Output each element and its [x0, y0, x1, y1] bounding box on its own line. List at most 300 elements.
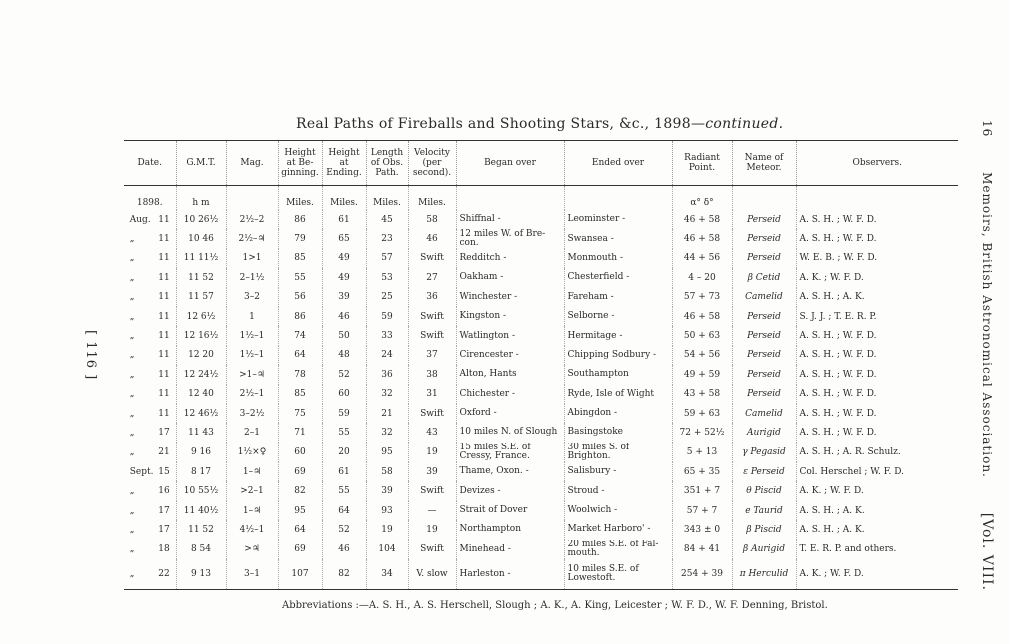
date-month: „	[129, 505, 135, 516]
hb-cell: 74	[278, 326, 322, 345]
gmt-cell: 12 6½	[176, 307, 226, 326]
len-cell: 53	[366, 268, 408, 287]
table-body	[124, 186, 958, 590]
obs-cell: A. K. ; W. F. D.	[796, 481, 958, 500]
he-cell: 82	[322, 559, 366, 590]
date-month: „	[129, 272, 135, 283]
mag-cell: 3–1	[226, 559, 278, 590]
date-cell	[124, 423, 176, 442]
began-cell: Alton, Hants	[456, 365, 564, 384]
vel-cell: 31	[408, 385, 456, 404]
he-cell: 55	[322, 423, 366, 442]
he-cell: 65	[322, 229, 366, 248]
date-cell	[124, 559, 176, 590]
table-row	[124, 423, 958, 442]
vel-cell: 46	[408, 229, 456, 248]
len-cell: 95	[366, 443, 408, 462]
obs-cell: A. S. H. ; A. K.	[796, 288, 958, 307]
he-cell: 61	[322, 210, 366, 229]
obs-cell: A. S. H. ; W. F. D.	[796, 385, 958, 404]
len-cell: 39	[366, 481, 408, 500]
began-cell: Minehead -	[456, 540, 564, 559]
name-cell: Camelid	[732, 288, 796, 307]
unit-cell: α° δ°	[672, 186, 732, 211]
ended-cell: Monmouth -	[564, 249, 672, 268]
hb-cell: 82	[278, 481, 322, 500]
len-cell: 58	[366, 462, 408, 481]
date-day: 11	[158, 369, 170, 380]
began-cell: 10 miles N. of Slough	[456, 423, 564, 442]
gmt-cell: 11 52	[176, 268, 226, 287]
date-cell	[124, 443, 176, 462]
name-cell: Camelid	[732, 404, 796, 423]
gmt-cell: 8 54	[176, 540, 226, 559]
obs-cell: T. E. R. P. and others.	[796, 540, 958, 559]
hb-cell: 85	[278, 385, 322, 404]
obs-cell: A. S. H. ; W. F. D.	[796, 210, 958, 229]
gmt-cell: 12 46½	[176, 404, 226, 423]
table-row	[124, 229, 958, 248]
gmt-cell: 11 57	[176, 288, 226, 307]
column-header: Length of Obs. Path.	[366, 141, 408, 186]
page-title	[296, 116, 816, 132]
vel-cell: 38	[408, 365, 456, 384]
he-cell: 46	[322, 307, 366, 326]
table-row	[124, 346, 958, 365]
began-cell: Oakham -	[456, 268, 564, 287]
began-cell: Thame, Oxon. -	[456, 462, 564, 481]
date-month: „	[129, 311, 135, 322]
table-row	[124, 210, 958, 229]
date-day: 17	[158, 524, 170, 535]
unit-cell	[456, 186, 564, 211]
he-cell: 52	[322, 520, 366, 539]
title-text: Real Paths of Fireballs and Shooting Stars, &c., 1898—	[296, 116, 706, 132]
unit-cell: Miles.	[322, 186, 366, 211]
date-cell	[124, 481, 176, 500]
began-cell: Shiffnal -	[456, 210, 564, 229]
radiant-cell: 49 + 59	[672, 365, 732, 384]
vel-cell: 58	[408, 210, 456, 229]
he-cell: 52	[322, 365, 366, 384]
date-day: 15	[158, 466, 170, 477]
table-row	[124, 365, 958, 384]
mag-cell: 1½×♀	[226, 443, 278, 462]
ended-cell: Chesterfield -	[564, 268, 672, 287]
date-cell	[124, 462, 176, 481]
hb-cell: 95	[278, 501, 322, 520]
radiant-cell: 57 + 73	[672, 288, 732, 307]
name-cell: θ Piscid	[732, 481, 796, 500]
date-month: „	[129, 331, 135, 342]
date-day: 18	[158, 544, 170, 555]
date-cell	[124, 229, 176, 248]
radiant-cell: 343 ± 0	[672, 520, 732, 539]
date-day: 21	[158, 447, 170, 458]
mag-cell: >2–1	[226, 481, 278, 500]
radiant-cell: 5 + 13	[672, 443, 732, 462]
date-day: 11	[158, 292, 170, 303]
ended-cell: Ryde, Isle of Wight	[564, 385, 672, 404]
len-cell: 34	[366, 559, 408, 590]
date-day: 17	[158, 505, 170, 516]
column-header: Date.	[124, 141, 176, 186]
date-month: „	[129, 569, 135, 580]
radiant-cell: 254 + 39	[672, 559, 732, 590]
column-header: Ended over	[564, 141, 672, 186]
obs-cell: A. K. ; W. F. D.	[796, 268, 958, 287]
abbreviations-footnote: Abbreviations :—A. S. H., A. S. Herschell, Slough ; A. K., A. King, Leicester ; W. F. D., W. F. Denning, Bristol.	[282, 600, 828, 611]
name-cell: π Herculid	[732, 559, 796, 590]
date-month: „	[129, 253, 135, 264]
date-day: 16	[158, 486, 170, 497]
began-cell: Winchester -	[456, 288, 564, 307]
column-header: Observers.	[796, 141, 958, 186]
he-cell: 60	[322, 385, 366, 404]
column-header: Velocity (per second).	[408, 141, 456, 186]
mag-cell: 2½–2	[226, 210, 278, 229]
ended-cell: 30 miles S. of Brighton.	[564, 443, 672, 462]
began-cell: Cirencester -	[456, 346, 564, 365]
he-cell: 20	[322, 443, 366, 462]
ended-cell: Fareham -	[564, 288, 672, 307]
mag-cell: 1–♃	[226, 501, 278, 520]
len-cell: 19	[366, 520, 408, 539]
obs-cell: A. S. H. ; W. F. D.	[796, 365, 958, 384]
he-cell: 39	[322, 288, 366, 307]
date-cell	[124, 346, 176, 365]
date-month: „	[129, 408, 135, 419]
unit-cell	[796, 186, 958, 211]
date-month: „	[129, 350, 135, 361]
gmt-cell: 12 24½	[176, 365, 226, 384]
unit-cell	[226, 186, 278, 211]
he-cell: 49	[322, 268, 366, 287]
mag-cell: 3–2½	[226, 404, 278, 423]
vel-cell: 36	[408, 288, 456, 307]
vel-cell: V. slow	[408, 559, 456, 590]
title-continued: continued.	[705, 116, 784, 132]
began-cell: Devizes -	[456, 481, 564, 500]
journal-running-head	[979, 120, 995, 591]
date-cell	[124, 288, 176, 307]
ended-cell: Swansea -	[564, 229, 672, 248]
mag-cell: >♃	[226, 540, 278, 559]
date-month: Sept.	[129, 466, 154, 477]
table-row	[124, 559, 958, 590]
obs-cell: A. S. H. ; W. F. D.	[796, 423, 958, 442]
hb-cell: 85	[278, 249, 322, 268]
table-row	[124, 443, 958, 462]
date-cell	[124, 365, 176, 384]
he-cell: 49	[322, 249, 366, 268]
name-cell: e Taurid	[732, 501, 796, 520]
mag-cell: 1½–1	[226, 326, 278, 345]
ended-cell: Woolwich -	[564, 501, 672, 520]
gmt-cell: 11 43	[176, 423, 226, 442]
began-cell: 15 miles S.E. of Cressy, France.	[456, 443, 564, 462]
radiant-cell: 46 + 58	[672, 229, 732, 248]
date-month: Aug.	[129, 214, 151, 225]
name-cell: Perseid	[732, 229, 796, 248]
date-month: „	[129, 486, 135, 497]
column-header: Mag.	[226, 141, 278, 186]
table-row	[124, 307, 958, 326]
date-day: 11	[158, 272, 170, 283]
obs-cell: A. S. H. ; W. F. D.	[796, 326, 958, 345]
date-cell	[124, 404, 176, 423]
gmt-cell: 12 40	[176, 385, 226, 404]
mag-cell: 1–♃	[226, 462, 278, 481]
name-cell: Perseid	[732, 326, 796, 345]
table-row	[124, 385, 958, 404]
column-header: Height at Ending.	[322, 141, 366, 186]
began-cell: Strait of Dover	[456, 501, 564, 520]
journal-page-number: 16	[980, 120, 994, 138]
gmt-cell: 8 17	[176, 462, 226, 481]
hb-cell: 75	[278, 404, 322, 423]
hb-cell: 64	[278, 346, 322, 365]
obs-cell: Col. Herschel ; W. F. D.	[796, 462, 958, 481]
began-cell: Chichester -	[456, 385, 564, 404]
ended-cell: Southampton	[564, 365, 672, 384]
radiant-cell: 44 + 56	[672, 249, 732, 268]
began-cell: Harleston -	[456, 559, 564, 590]
he-cell: 61	[322, 462, 366, 481]
name-cell: γ Pegasid	[732, 443, 796, 462]
units-row	[124, 186, 958, 211]
he-cell: 46	[322, 540, 366, 559]
column-header: Height at Be-ginning.	[278, 141, 322, 186]
table-row	[124, 404, 958, 423]
mag-cell: 2–1½	[226, 268, 278, 287]
vel-cell: Swift	[408, 326, 456, 345]
ended-cell: Hermitage -	[564, 326, 672, 345]
gmt-cell: 9 13	[176, 559, 226, 590]
vel-cell: Swift	[408, 404, 456, 423]
date-month: „	[129, 524, 135, 535]
name-cell: Perseid	[732, 385, 796, 404]
radiant-cell: 4 – 20	[672, 268, 732, 287]
obs-cell: A. S. H. ; W. F. D.	[796, 404, 958, 423]
gmt-cell: 12 16½	[176, 326, 226, 345]
ended-cell: Basingstoke	[564, 423, 672, 442]
column-header: Radiant Point.	[672, 141, 732, 186]
vel-cell: Swift	[408, 307, 456, 326]
ended-cell: Leominster -	[564, 210, 672, 229]
journal-name: Memoirs, British Astronomical Association.	[980, 172, 994, 478]
vel-cell: 19	[408, 520, 456, 539]
date-day: 11	[158, 214, 170, 225]
hb-cell: 71	[278, 423, 322, 442]
date-day: 11	[158, 311, 170, 322]
date-day: 11	[158, 234, 170, 245]
mag-cell: 2½–♃	[226, 229, 278, 248]
mag-cell: >1–♃	[226, 365, 278, 384]
name-cell: Perseid	[732, 365, 796, 384]
date-cell	[124, 326, 176, 345]
mag-cell: 3–2	[226, 288, 278, 307]
name-cell: β Cetid	[732, 268, 796, 287]
name-cell: Aurigid	[732, 423, 796, 442]
name-cell: Perseid	[732, 249, 796, 268]
vel-cell: 39	[408, 462, 456, 481]
radiant-cell: 65 + 35	[672, 462, 732, 481]
date-month: „	[129, 292, 135, 303]
gmt-cell: 11 40½	[176, 501, 226, 520]
he-cell: 64	[322, 501, 366, 520]
hb-cell: 56	[278, 288, 322, 307]
radiant-cell: 50 + 63	[672, 326, 732, 345]
he-cell: 59	[322, 404, 366, 423]
gmt-cell: 11 52	[176, 520, 226, 539]
vel-cell: 27	[408, 268, 456, 287]
obs-cell: A. S. H. ; W. F. D.	[796, 229, 958, 248]
vel-cell: —	[408, 501, 456, 520]
obs-cell: W. E. B. ; W. F. D.	[796, 249, 958, 268]
began-cell: Oxford -	[456, 404, 564, 423]
table-row	[124, 249, 958, 268]
gmt-cell: 12 20	[176, 346, 226, 365]
radiant-cell: 57 + 7	[672, 501, 732, 520]
radiant-cell: 43 + 58	[672, 385, 732, 404]
began-cell: Watlington -	[456, 326, 564, 345]
len-cell: 45	[366, 210, 408, 229]
radiant-cell: 54 + 56	[672, 346, 732, 365]
date-month: „	[129, 544, 135, 555]
hb-cell: 86	[278, 307, 322, 326]
ended-cell: 10 miles S.E. of Lowestoft.	[564, 559, 672, 590]
obs-cell: A. S. H. ; W. F. D.	[796, 346, 958, 365]
date-month: „	[129, 427, 135, 438]
date-day: 22	[158, 569, 170, 580]
obs-cell: A. S. H. ; A. R. Schulz.	[796, 443, 958, 462]
mag-cell: 2½–1	[226, 385, 278, 404]
len-cell: 21	[366, 404, 408, 423]
date-day: 11	[158, 350, 170, 361]
table-row	[124, 481, 958, 500]
radiant-cell: 59 + 63	[672, 404, 732, 423]
len-cell: 59	[366, 307, 408, 326]
vel-cell: Swift	[408, 481, 456, 500]
table-row	[124, 288, 958, 307]
ended-cell: Salisbury -	[564, 462, 672, 481]
date-month: „	[129, 389, 135, 400]
column-header: G.M.T.	[176, 141, 226, 186]
len-cell: 32	[366, 385, 408, 404]
date-day: 11	[158, 408, 170, 419]
obs-cell: S. J. J. ; T. E. R. P.	[796, 307, 958, 326]
name-cell: Perseid	[732, 307, 796, 326]
ended-cell: Chipping Sodbury -	[564, 346, 672, 365]
hb-cell: 55	[278, 268, 322, 287]
date-day: 11	[158, 253, 170, 264]
gmt-cell: 10 26½	[176, 210, 226, 229]
len-cell: 57	[366, 249, 408, 268]
column-header: Began over	[456, 141, 564, 186]
len-cell: 23	[366, 229, 408, 248]
vel-cell: Swift	[408, 249, 456, 268]
unit-cell: Miles.	[408, 186, 456, 211]
ended-cell: Market Harboro' -	[564, 520, 672, 539]
unit-cell	[564, 186, 672, 211]
gmt-cell: 10 46	[176, 229, 226, 248]
he-cell: 50	[322, 326, 366, 345]
date-day: 11	[158, 389, 170, 400]
obs-cell: A. S. H. ; A. K.	[796, 520, 958, 539]
gmt-cell: 11 11½	[176, 249, 226, 268]
began-cell: Northampton	[456, 520, 564, 539]
len-cell: 36	[366, 365, 408, 384]
len-cell: 24	[366, 346, 408, 365]
ended-cell: Abingdon -	[564, 404, 672, 423]
date-cell	[124, 307, 176, 326]
len-cell: 32	[366, 423, 408, 442]
hb-cell: 69	[278, 462, 322, 481]
unit-cell: 1898.	[136, 198, 163, 208]
date-cell	[124, 249, 176, 268]
he-cell: 48	[322, 346, 366, 365]
name-cell: Perseid	[732, 210, 796, 229]
date-cell	[124, 501, 176, 520]
table-row	[124, 520, 958, 539]
he-cell: 55	[322, 481, 366, 500]
ended-cell: Selborne -	[564, 307, 672, 326]
began-cell: 12 miles W. of Bre-con.	[456, 229, 564, 248]
date-cell	[124, 520, 176, 539]
date-day: 17	[158, 427, 170, 438]
hb-cell: 69	[278, 540, 322, 559]
table-header	[124, 141, 958, 186]
obs-cell: A. S. H. ; A. K.	[796, 501, 958, 520]
date-cell	[124, 540, 176, 559]
began-cell: Kingston -	[456, 307, 564, 326]
name-cell: ε Perseid	[732, 462, 796, 481]
column-header: Name of Meteor.	[732, 141, 796, 186]
hb-cell: 79	[278, 229, 322, 248]
gmt-cell: 9 16	[176, 443, 226, 462]
hb-cell: 64	[278, 520, 322, 539]
radiant-cell: 46 + 58	[672, 210, 732, 229]
hb-cell: 60	[278, 443, 322, 462]
journal-volume: [Vol. VIII.	[979, 512, 995, 591]
date-cell	[124, 385, 176, 404]
name-cell: β Piscid	[732, 520, 796, 539]
mag-cell: 1	[226, 307, 278, 326]
hb-cell: 86	[278, 210, 322, 229]
fireball-table	[124, 140, 958, 590]
radiant-cell: 72 + 52½	[672, 423, 732, 442]
date-day: 11	[158, 331, 170, 342]
date-month: „	[129, 369, 135, 380]
vel-cell: 19	[408, 443, 456, 462]
date-month: „	[129, 234, 135, 245]
len-cell: 93	[366, 501, 408, 520]
vel-cell: 43	[408, 423, 456, 442]
date-cell	[124, 210, 176, 229]
vel-cell: 37	[408, 346, 456, 365]
began-cell: Redditch -	[456, 249, 564, 268]
mag-cell: 2–1	[226, 423, 278, 442]
obs-cell: A. K. ; W. F. D.	[796, 559, 958, 590]
vel-cell: Swift	[408, 540, 456, 559]
table-row	[124, 540, 958, 559]
table-row	[124, 268, 958, 287]
mag-cell: 4½–1	[226, 520, 278, 539]
mag-cell: 1>1	[226, 249, 278, 268]
len-cell: 33	[366, 326, 408, 345]
len-cell: 104	[366, 540, 408, 559]
